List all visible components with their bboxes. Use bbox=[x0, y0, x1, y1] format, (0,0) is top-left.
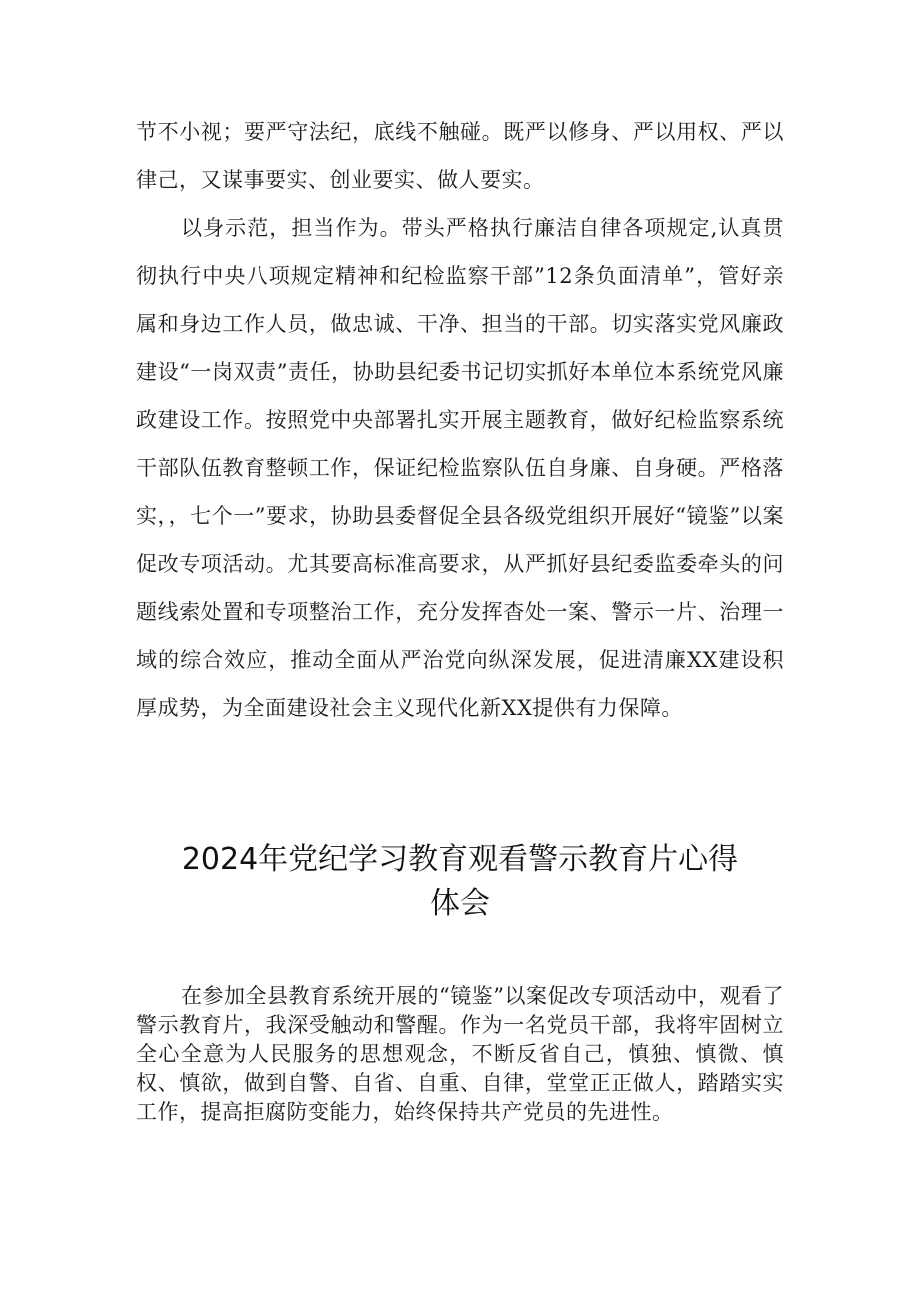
essay-title-line2: 体会 bbox=[430, 886, 490, 921]
essay-title-line1: 2024年党纪学习教育观看警示教育片心得 bbox=[181, 842, 739, 877]
paragraph-lead-by-example: 以身示范，担当作为。带头严格执行廉洁自律各项规定,认真贯彻执行中央八项规定精神和纪检监察干部”12条负面清单”，管好亲属和身边工作人员，做忠诚、干净、担当的干部。切实落实党风廉政建设“一岗双责”责任，协助县纪委书记切实抓好本单位本系统党风廉政建设工作。按照党中央部署扎实开展主题教育，做好纪检监察系统干部队伍教育整顿工作，保证纪检监察队伍自身廉、自身硬。严格落实，，七个一”要求，协助县委督促全县各级党组织开展好“镜鉴”以案促改专项活动。尤其要高标准高要求，从严抓好县纪委监委牵头的问题线索处置和专项整治工作，充分发挥杳处一案、警示一片、治理一域的综合效应，推动全面从严治党向纵深发展，促进清廉XX建设积厚成势，为全面建设社会主义现代化新XX提供有力保障。 bbox=[136, 216, 784, 720]
paragraph-essay-intro: 在参加全县教育系统开展的“镜鉴”以案促改专项活动中，观看了警示教育片，我深受触动和警醒。作为一名党员干部，我将牢固树立全心全意为人民服务的思想观念，不断反省自己，慎独、慎微、慎权、慎欲，做到自警、自省、自重、自律，堂堂正正做人，踏踏实实工作，提高拒腐防变能力，始终保持共产党员的先进性。 bbox=[136, 984, 784, 1124]
essay-title bbox=[120, 838, 800, 926]
paragraph-continuation: 节不小视；要严守法纪，底线不触碰。既严以修身、严以用权、严以律己，又谋事要实、创业要实、做人要实。 bbox=[136, 120, 784, 192]
